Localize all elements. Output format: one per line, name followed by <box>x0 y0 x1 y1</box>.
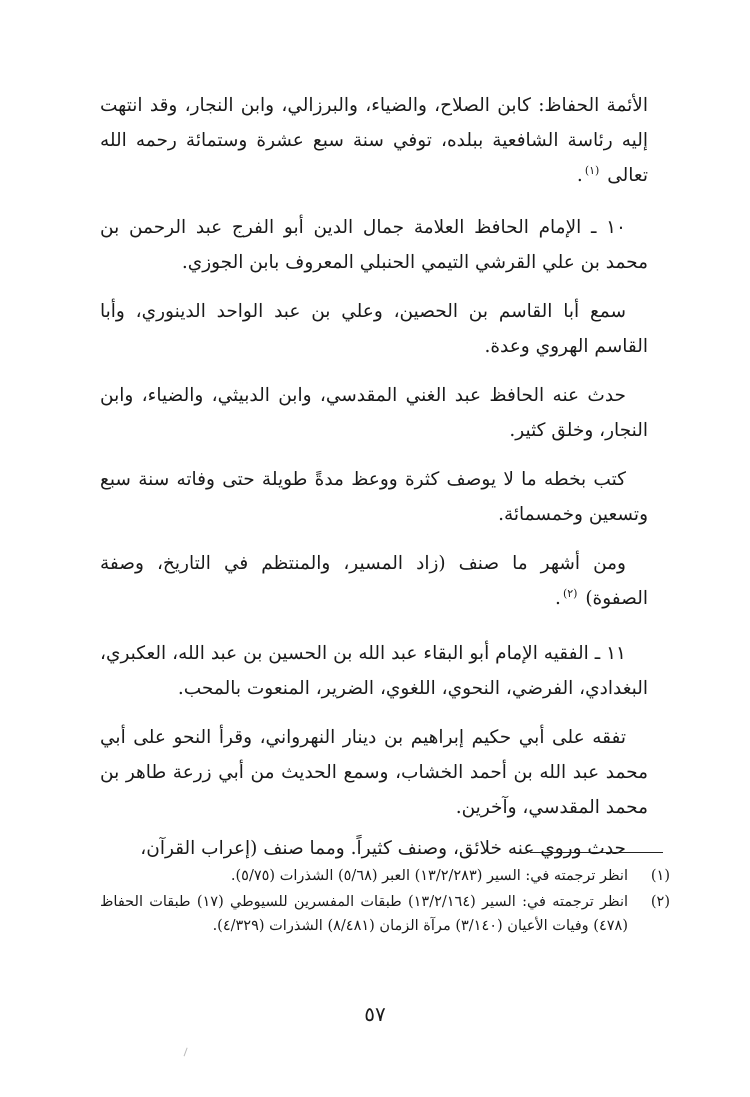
entry-10-death: كتب بخطه ما لا يوصف كثرة ووعظ مدةً طويلة حتى وفاته سنة سبع وتسعين وخمسمائة. <box>100 469 648 525</box>
entry-10-teachers: سمع أبا القاسم بن الحصين، وعلي بن عبد الواحد الدينوري، وأبا القاسم الهروي وعدة. <box>100 301 648 357</box>
paragraph-continuation: الأئمة الحفاظ: كابن الصلاح، والضياء، والبرزالي، وابن النجار، وقد انتهت إليه رئاسة الشافعية ببلده، توفي سنة سبع عشرة وستمائة رحمه الله تعالى $^{(١)}$. <box>100 95 648 186</box>
entry-10-students: حدث عنه الحافظ عبد الغني المقدسي، وابن الدبيثي، والضياء، وابن النجار، وخلق كثير. <box>100 385 648 441</box>
footnote-ref-1: (١) <box>584 163 600 177</box>
footnote-2 <box>100 890 670 938</box>
main-text <box>100 88 648 866</box>
footnote-divider <box>530 852 663 853</box>
entry-11-heading: ١١ ـ الفقيه الإمام أبو البقاء عبد الله بن الحسين بن عبد الله، العكبري، البغدادي، الفرضي، النحوي، اللغوي، الضرير، المنعوت بالمحب. <box>100 643 648 699</box>
footnote-1 <box>100 864 670 888</box>
page-number: ٥٧ <box>364 1002 386 1026</box>
entry-11-works: حدث وروي عنه خلائق، وصنف كثيراً. ومما صنف (إعراب القرآن، <box>140 838 626 859</box>
footnote-number: (١) <box>650 868 670 884</box>
scan-mark <box>184 1048 191 1058</box>
entry-10-heading: ١٠ ـ الإمام الحافظ العلامة جمال الدين أبو الفرج عبد الرحمن بن محمد بن علي القرشي التيمي الحنبلي المعروف بابن الجوزي. <box>100 217 648 273</box>
footnote-number: (٢) <box>650 894 670 910</box>
footnote-text: انظر ترجمته في: السير (١٣/٢/١٦٤) طبقات المفسرين للسيوطي (١٧) طبقات الحفاظ (٤٧٨) وفيات الأعيان (٣/١٤٠) مرآة الزمان (٨/٤٨١) الشذرات (٤/٣٢٩). <box>100 894 629 934</box>
entry-11-teachers: تفقه على أبي حكيم إبراهيم بن دينار النهرواني، وقرأ النحو على أبي محمد عبد الله بن أحمد الخشاب، وسمع الحديث من أبي زرعة طاهر بن محمد المقدسي، وآخرين. <box>100 727 648 818</box>
footnote-text: انظر ترجمته في: السير (١٣/٢/٢٨٣) العبر (٥/٦٨) الشذرات (٥/٧٥). <box>230 868 628 884</box>
entry-10-works: ومن أشهر ما صنف (زاد المسير، والمنتظم في التاريخ، وصفة الصفوة) $^{(٢)}$. <box>100 553 648 609</box>
footnote-ref-2: (٢) <box>562 586 578 600</box>
footnotes <box>100 864 670 940</box>
